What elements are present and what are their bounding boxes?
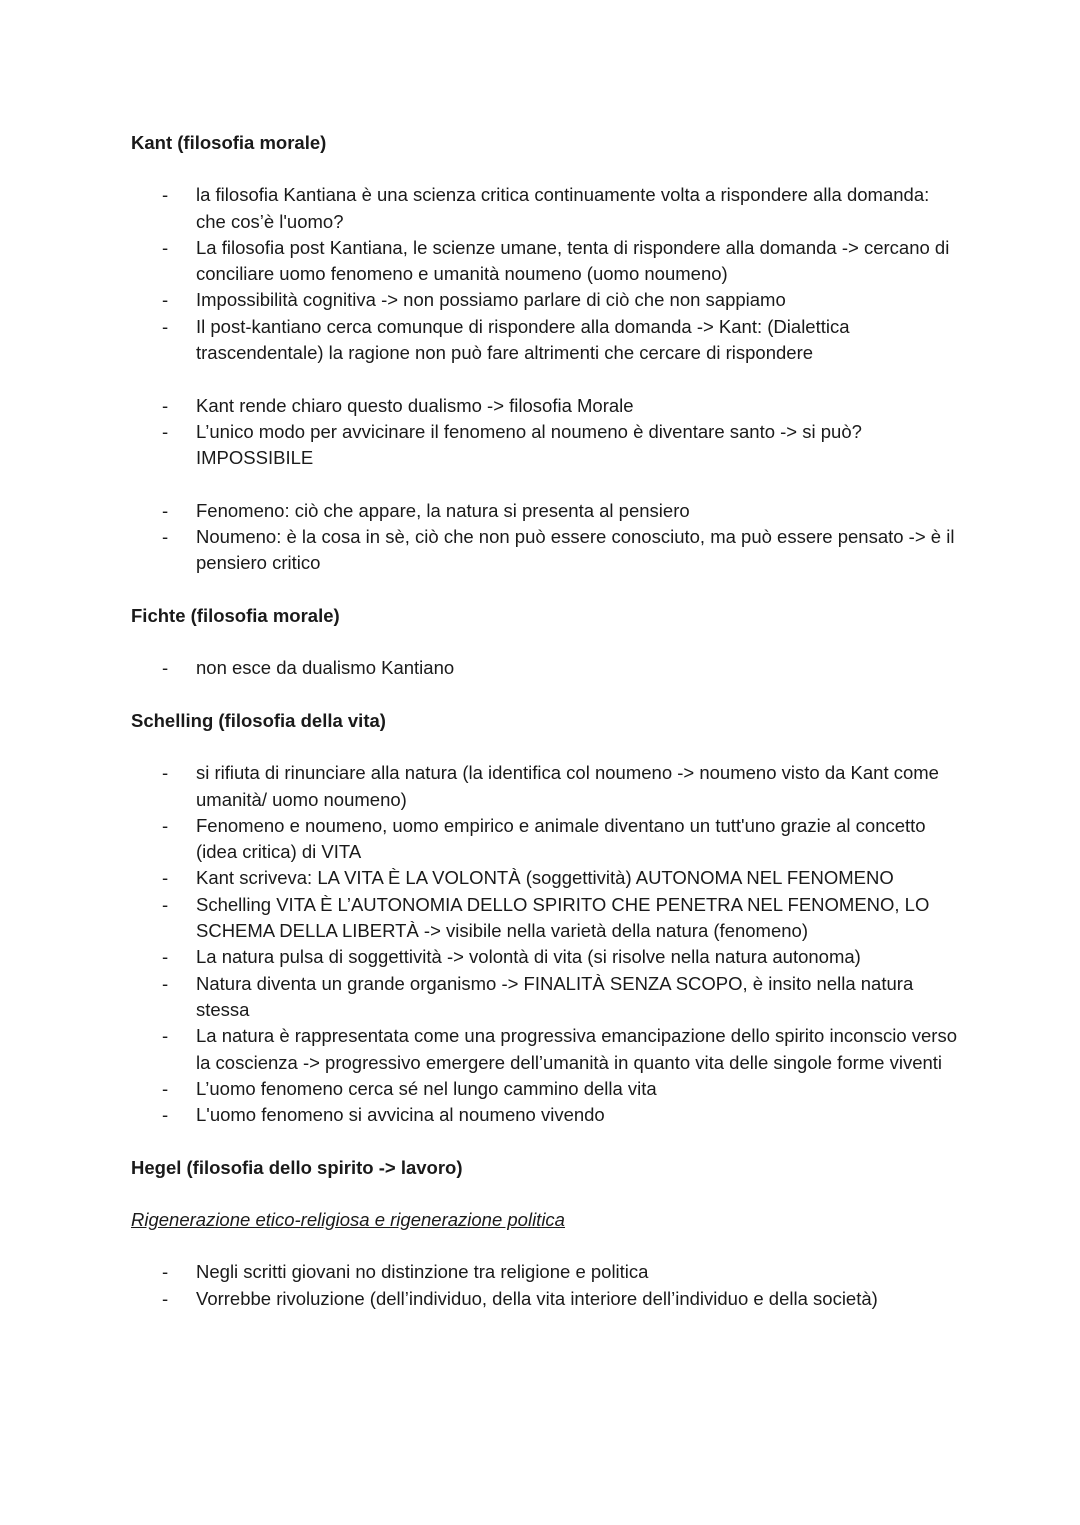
list-item: [131, 1076, 961, 1102]
group-spacer: [131, 366, 961, 392]
section-heading: Kant (filosofia morale): [131, 132, 327, 153]
bullet-dash: -: [162, 1077, 169, 1099]
list-item-text: Noumeno: è la cosa in sè, ciò che non può essere conosciuto, ma può essere pensato -> è il pensiero critico: [196, 526, 955, 574]
list-item-text: Vorrebbe rivoluzione (dell’individuo, della vita interiore dell’individuo e della società): [196, 1287, 878, 1309]
bullet-list: [131, 393, 961, 472]
list-item: [131, 182, 961, 235]
section-spacer: [131, 1128, 961, 1154]
bullet-dash: -: [162, 184, 169, 206]
group-spacer: [131, 472, 961, 498]
bullet-dash: -: [162, 1025, 169, 1047]
group-spacer: [131, 629, 961, 655]
list-item-text: Natura diventa un grande organismo -> FINALITÀ SENZA SCOPO, è insito nella natura stessa: [196, 972, 914, 1020]
bullet-dash: -: [162, 814, 169, 836]
section-heading: Fichte (filosofia morale): [131, 605, 340, 627]
list-item-text: Impossibilità cognitiva -> non possiamo parlare di ciò che non sappiamo: [196, 289, 786, 311]
list-item: [131, 314, 961, 367]
list-item: [131, 235, 961, 288]
list-item: [131, 760, 961, 813]
list-item: [131, 1023, 961, 1076]
list-item-text: La natura pulsa di soggettività -> volontà di vita (si risolve nella natura autonoma): [196, 946, 861, 968]
list-item-text: La natura è rappresentata come una progressiva emancipazione dello spirito inconscio verso la coscienza -> progressivo emergere dell’umanità in quanto vita delle singole forme viventi: [196, 1025, 957, 1073]
list-item: [131, 971, 961, 1024]
section-subheading: Rigenerazione etico-religiosa e rigenerazione politica: [131, 1208, 565, 1230]
bullet-dash: -: [162, 420, 169, 442]
list-item-text: Kant rende chiaro questo dualismo -> filosofia Morale: [196, 394, 634, 416]
list-item: [131, 655, 961, 681]
list-item-text: Kant scriveva: LA VITA È LA VOLONTÀ (soggettività) AUTONOMA NEL FENOMENO: [196, 867, 894, 889]
list-item-text: si rifiuta di rinunciare alla natura (la identifica col noumeno -> noumeno visto da Kant come umanità/ uomo noumeno): [196, 762, 939, 810]
bullet-dash: -: [162, 236, 169, 258]
bullet-dash: -: [162, 499, 169, 521]
list-item: [131, 1286, 961, 1312]
bullet-list: [131, 498, 961, 577]
section-spacer: [131, 682, 961, 708]
section-heading: Schelling (filosofia della vita): [131, 709, 386, 731]
bullet-list: [131, 1259, 961, 1312]
list-item: [131, 865, 961, 891]
list-item-text: non esce da dualismo Kantiano: [196, 657, 455, 679]
section-heading: Hegel (filosofia dello spirito -> lavoro): [131, 1156, 463, 1178]
bullet-list: [131, 655, 961, 681]
bullet-list: [131, 760, 961, 1128]
list-item: [131, 944, 961, 970]
bullet-dash: -: [162, 946, 169, 968]
group-spacer: [131, 156, 961, 182]
section-spacer: [131, 577, 961, 603]
list-item-text: Il post-kantiano cerca comunque di rispondere alla domanda -> Kant: (Dialettica trascendentale) la ragione non può fare altrimenti che cercare di rispondere: [196, 315, 850, 364]
bullet-dash: -: [162, 289, 169, 311]
list-item-text: Schelling VITA È L’AUTONOMIA DELLO SPIRITO CHE PENETRA NEL FENOMENO, LO SCHEMA DELLA LIBERTÀ -> visibile nella varietà della natura (fenomeno): [196, 893, 930, 942]
list-item-text: la filosofia Kantiana è una scienza critica continuamente volta a rispondere alla domanda: che cos’è l'uomo?: [196, 184, 930, 232]
bullet-dash: -: [162, 762, 169, 784]
list-item: [131, 287, 961, 313]
list-item: [131, 393, 961, 419]
group-spacer: [131, 1233, 961, 1259]
bullet-dash: -: [162, 526, 169, 548]
bullet-dash: -: [162, 315, 169, 337]
list-item-text: Negli scritti giovani no distinzione tra religione e politica: [196, 1261, 649, 1283]
subheading-spacer: [131, 1181, 961, 1207]
bullet-dash: -: [162, 867, 169, 889]
bullet-dash: -: [162, 893, 169, 915]
list-item: [131, 892, 961, 945]
bullet-dash: -: [162, 394, 169, 416]
list-item-text: Fenomeno: ciò che appare, la natura si presenta al pensiero: [196, 499, 690, 521]
list-item-text: L’uomo fenomeno cerca sé nel lungo cammino della vita: [196, 1077, 657, 1099]
bullet-dash: -: [162, 657, 169, 679]
list-item-text: L'uomo fenomeno si avvicina al noumeno vivendo: [196, 1104, 605, 1126]
list-item-text: L’unico modo per avvicinare il fenomeno al noumeno è diventare santo -> si può? IMPOSSIBILE: [196, 420, 862, 469]
list-item: [131, 813, 961, 866]
bullet-list: [131, 182, 961, 366]
group-spacer: [131, 734, 961, 760]
bullet-dash: -: [162, 972, 169, 994]
bullet-dash: -: [162, 1261, 169, 1283]
document-page: [131, 130, 961, 1312]
list-item: [131, 1102, 961, 1128]
list-item-text: La filosofia post Kantiana, le scienze umane, tenta di rispondere alla domanda -> cercano di conciliare uomo fenomeno e umanità noumeno (uomo noumeno): [196, 236, 950, 285]
list-item-text: Fenomeno e noumeno, uomo empirico e animale diventano un tutt'uno grazie al concetto (idea critica) di VITA: [196, 814, 926, 863]
list-item: [131, 1259, 961, 1285]
list-item: [131, 498, 961, 524]
bullet-dash: -: [162, 1104, 169, 1126]
list-item: [131, 524, 961, 577]
bullet-dash: -: [162, 1287, 169, 1309]
list-item: [131, 419, 961, 472]
